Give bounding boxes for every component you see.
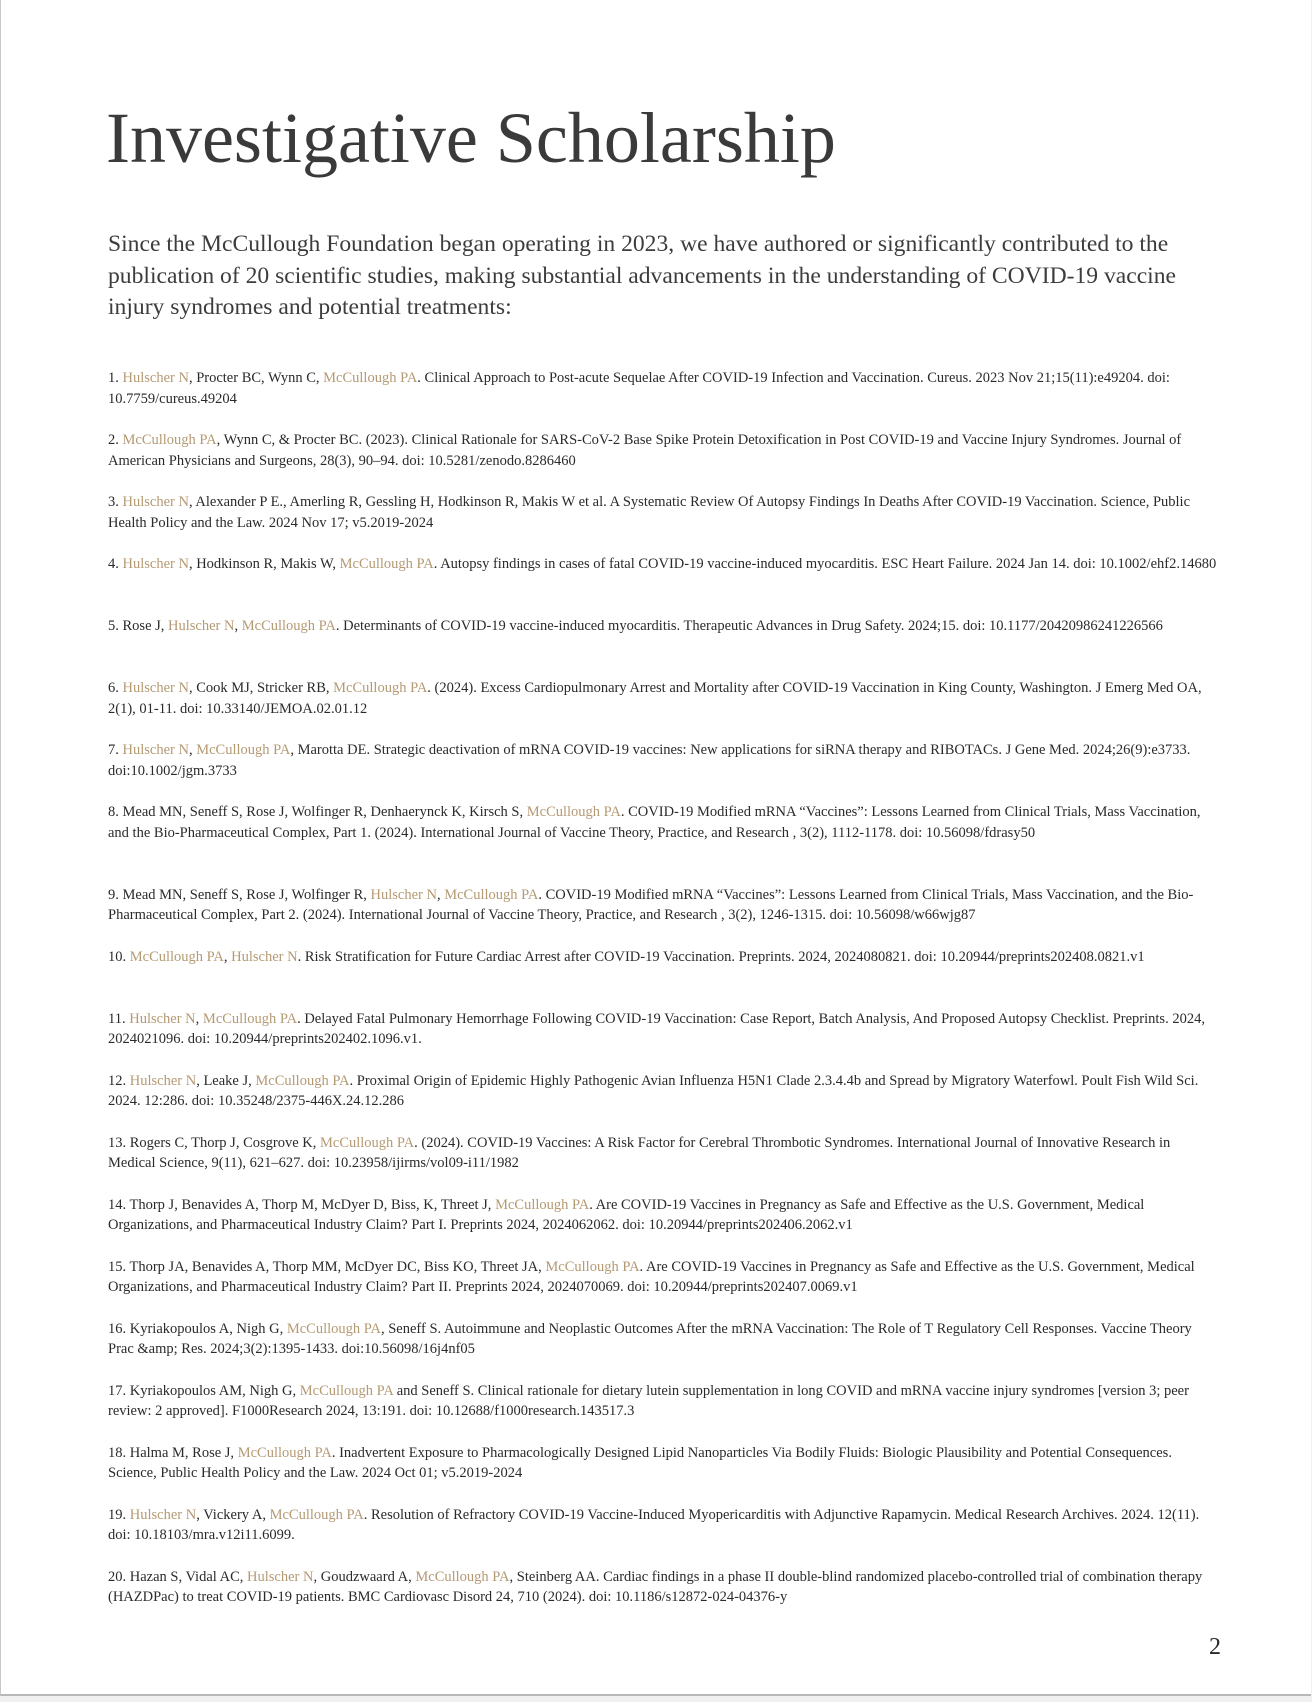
page-title: Investigative Scholarship (106, 98, 836, 178)
highlighted-author: McCullough PA (269, 1506, 364, 1523)
reference-text: . Inadvertent Exposure to Pharmacologically Designed Lipid Nanoparticles Via Bodily Fluids: Biologic Plausibility and Potential Consequences. Science, Public Health Policy and the Law. 2024 Oct 01; v5.2019-2024 (108, 1444, 1172, 1481)
reference-text: Mead MN, Seneff S, Rose J, Wolfinger R, (122, 886, 371, 903)
reference-item (108, 885, 1218, 926)
reference-text: . Clinical Approach to Post-acute Sequelae After COVID-19 Infection and Vaccination. Cureus. 2023 Nov 21;15(11):e49204. doi: 10.7759/cureus.49204 (108, 370, 1170, 407)
highlighted-author: McCullough PA (323, 370, 418, 386)
highlighted-author: McCullough PA (333, 680, 428, 696)
reference-text: Kyriakopoulos AM, Nigh G, (129, 1382, 300, 1399)
reference-number: 17. (108, 1382, 130, 1399)
reference-number: 14. (108, 1196, 130, 1213)
reference-item (108, 368, 1218, 409)
reference-text: , (223, 948, 232, 965)
reference-text: , Steinberg AA. Cardiac findings in a phase II double-blind randomized placebo-controlled trial of combination therapy (HAZDPac) to treat COVID-19 patients. BMC Cardiovasc Disord 24, 710 (2024). doi: 10.1186/s12872-024-04376-y (108, 1568, 1203, 1605)
reference-text: , Procter BC, Wynn C, (188, 370, 324, 386)
reference-number: 6. (108, 680, 123, 696)
highlighted-author: Hulscher N (231, 948, 298, 965)
highlighted-author: Hulscher N (129, 1072, 197, 1089)
reference-text: , Goudzwaard A, (313, 1568, 416, 1585)
reference-text: . Proximal Origin of Epidemic Highly Pathogenic Avian Influenza H5N1 Clade 2.3.4.4b and Spread by Migratory Waterfowl. Poult Fish Wild Sci. 2024. 12:286. doi: 10.35248/2375-446X.24.12.286 (108, 1072, 1199, 1109)
reference-item (108, 554, 1218, 595)
highlighted-author: McCullough PA (196, 742, 291, 758)
reference-text: , Seneff S. Autoimmune and Neoplastic Outcomes After the mRNA Vaccination: The Role of T Regulatory Cell Responses. Vaccine Theory Prac &amp; Res. 2024;3(2):1395-1433. doi:10.56098/16j4nf05 (108, 1320, 1192, 1357)
reference-text: , Marotta DE. Strategic deactivation of mRNA COVID-19 vaccines: New applications for siRNA therapy and RIBOTACs. J Gene Med. 2024;26(9):e3733. doi:10.1002/jgm.3733 (108, 742, 1191, 779)
reference-text: . Determinants of COVID-19 vaccine-induced myocarditis. Therapeutic Advances in Drug Safety. 2024;15. doi: 10.1177/20420986241226566 (335, 618, 1163, 634)
reference-text: . COVID-19 Modified mRNA “Vaccines”: Lessons Learned from Clinical Trials, Mass Vaccination, and the Bio-Pharmaceutical Complex, Part 2. (2024). International Journal of Vaccine Theory, Practice, and Research , 3(2), 1246-1315. doi: 10.56098/w66wjg87 (108, 886, 1194, 923)
reference-number: 7. (108, 742, 123, 758)
reference-item (108, 947, 1218, 988)
reference-item (108, 1257, 1218, 1298)
intro-paragraph: Since the McCullough Foundation began operating in 2023, we have authored or significantly contributed to the publication of 20 scientific studies, making substantial advancements in the understanding of COVID-19 vaccine injury syndromes and potential treatments: (108, 231, 1177, 320)
highlighted-author: Hulscher N (122, 370, 189, 386)
highlighted-author: McCullough PA (320, 1134, 415, 1151)
reference-text: . Risk Stratification for Future Cardiac Arrest after COVID-19 Vaccination. Preprints. 2024, 2024080821. doi: 10.20944/preprints202408.0821.v1 (297, 948, 1145, 965)
reference-number: 18. (108, 1444, 130, 1461)
reference-item (108, 1443, 1218, 1484)
highlighted-author: Hulscher N (122, 556, 189, 572)
reference-text: Rogers C, Thorp J, Cosgrove K, (129, 1134, 320, 1151)
reference-text: . Are COVID-19 Vaccines in Pregnancy as Safe and Effective as the U.S. Government, Medical Organizations, and Pharmaceutical Industry Claim? Part I. Preprints 2024, 2024062062. doi: 10.20944/preprints202406.2062.v1 (108, 1196, 1145, 1233)
reference-number: 16. (108, 1320, 130, 1337)
highlighted-author: McCullough PA (299, 1382, 394, 1399)
reference-number: 3. (108, 494, 123, 510)
reference-text: Thorp J, Benavides A, Thorp M, McDyer D, Biss, K, Threet J, (129, 1196, 496, 1213)
reference-text: , Alexander P E., Amerling R, Gessling H, Hodkinson R, Makis W et al. A Systematic Review Of Autopsy Findings In Deaths After COVID-19 Vaccination. Science, Public Health Policy and the Law. 2024 Nov 17; v5.2019-2024 (108, 494, 1191, 531)
reference-text: Rose J, (122, 618, 169, 634)
reference-number: 15. (108, 1258, 130, 1275)
reference-text: , (195, 1010, 203, 1027)
reference-text: , Wynn C, & Procter BC. (2023). Clinical Rationale for SARS-CoV-2 Base Spike Protein Detoxification in Post COVID-19 and Vaccine Injury Syndromes. Journal of American Physicians and Surgeons, 28(3), 90–94. doi: 10.5281/zenodo.8286460 (108, 432, 1182, 469)
reference-number: 4. (108, 556, 123, 572)
reference-text: . Delayed Fatal Pulmonary Hemorrhage Following COVID-19 Vaccination: Case Report, Batch Analysis, And Proposed Autopsy Checklist. Preprints. 2024, 2024021096. doi: 10.20944/preprints202402.1096.v1. (108, 1010, 1205, 1047)
highlighted-author: McCullough PA (202, 1010, 298, 1027)
reference-item (108, 492, 1218, 533)
reference-item (108, 1381, 1218, 1422)
reference-item (108, 1071, 1218, 1112)
reference-number: 1. (108, 370, 123, 386)
reference-text: , Leake J, (196, 1072, 256, 1089)
reference-text: and Seneff S. Clinical rationale for dietary lutein supplementation in long COVID and mRNA vaccine injury syndromes [version 3; peer review: 2 approved]. F1000Research 2024, 13:191. doi: 10.12688/f1000research.143517.3 (108, 1382, 1189, 1419)
reference-text: Hazan S, Vidal AC, (129, 1568, 248, 1585)
reference-item (108, 1133, 1218, 1174)
reference-text: , Hodkinson R, Makis W, (188, 556, 340, 572)
reference-number: 5. (108, 618, 123, 634)
reference-number: 8. (108, 804, 123, 820)
reference-number: 12. (108, 1072, 130, 1089)
reference-number: 20. (108, 1568, 130, 1585)
reference-text: . Resolution of Refractory COVID-19 Vaccine-Induced Myopericarditis with Adjunctive Rapamycin. Medical Research Archives. 2024. 12(11). doi: 10.18103/mra.v12i11.6099. (108, 1506, 1200, 1543)
reference-text: . COVID-19 Modified mRNA “Vaccines”: Lessons Learned from Clinical Trials, Mass Vaccination, and the Bio-Pharmaceutical Complex, Part 1. (2024). International Journal of Vaccine Theory, Practice, and Research , 3(2), 1112-1178. doi: 10.56098/fdrasy50 (108, 804, 1201, 841)
highlighted-author: McCullough PA (444, 886, 539, 903)
page-number: 2 (1209, 1634, 1221, 1660)
reference-item (108, 678, 1218, 719)
highlighted-author: McCullough PA (122, 432, 217, 448)
reference-text: , (234, 618, 242, 634)
highlighted-author: Hulscher N (122, 680, 189, 696)
highlighted-author: McCullough PA (339, 556, 434, 572)
reference-item (108, 1505, 1218, 1546)
highlighted-author: Hulscher N (370, 886, 437, 903)
reference-text: Thorp JA, Benavides A, Thorp MM, McDyer DC, Biss KO, Threet JA, (129, 1258, 546, 1275)
reference-text: , (436, 886, 445, 903)
highlighted-author: Hulscher N (168, 618, 235, 634)
reference-text: , Cook MJ, Stricker RB, (188, 680, 334, 696)
reference-item (108, 740, 1218, 781)
reference-text: , (188, 742, 197, 758)
reference-text: . Are COVID-19 Vaccines in Pregnancy as Safe and Effective as the U.S. Government, Medical Organizations, and Pharmaceutical Industry Claim? Part II. Preprints 2024, 2024070069. doi: 10.20944/preprints202407.0069.v1 (108, 1258, 1195, 1295)
reference-item (108, 1319, 1218, 1360)
highlighted-author: McCullough PA (286, 1320, 381, 1337)
highlighted-author: Hulscher N (129, 1506, 197, 1523)
reference-item (108, 802, 1218, 864)
highlighted-author: McCullough PA (526, 804, 621, 820)
highlighted-author: Hulscher N (122, 494, 189, 510)
highlighted-author: McCullough PA (129, 948, 224, 965)
reference-text: , Vickery A, (196, 1506, 270, 1523)
reference-number: 9. (108, 886, 123, 903)
highlighted-author: McCullough PA (255, 1072, 350, 1089)
reference-item (108, 1567, 1218, 1608)
highlighted-author: McCullough PA (237, 1444, 332, 1461)
reference-text: . (2024). Excess Cardiopulmonary Arrest and Mortality after COVID-19 Vaccination in King County, Washington. J Emerg Med OA, 2(1), 01-11. doi: 10.33140/JEMOA.02.01.12 (108, 680, 1202, 717)
reference-text: Halma M, Rose J, (129, 1444, 238, 1461)
reference-item (108, 1009, 1218, 1050)
highlighted-author: Hulscher N (129, 1010, 196, 1027)
reference-item (108, 1195, 1218, 1236)
reference-list (108, 368, 1218, 1629)
reference-number: 13. (108, 1134, 130, 1151)
reference-text: Kyriakopoulos A, Nigh G, (129, 1320, 287, 1337)
reference-number: 11. (108, 1010, 130, 1027)
highlighted-author: McCullough PA (241, 618, 336, 634)
highlighted-author: McCullough PA (495, 1196, 590, 1213)
reference-number: 19. (108, 1506, 130, 1523)
reference-item (108, 616, 1218, 657)
reference-item (108, 430, 1218, 471)
highlighted-author: McCullough PA (415, 1568, 510, 1585)
highlighted-author: Hulscher N (247, 1568, 314, 1585)
highlighted-author: Hulscher N (122, 742, 189, 758)
highlighted-author: McCullough PA (545, 1258, 640, 1275)
reference-text: . Autopsy findings in cases of fatal COVID-19 vaccine-induced myocarditis. ESC Heart Failure. 2024 Jan 14. doi: 10.1002/ehf2.14680 (433, 556, 1217, 572)
reference-text: . (2024). COVID-19 Vaccines: A Risk Factor for Cerebral Thrombotic Syndromes. International Journal of Innovative Research in Medical Science, 9(11), 621–627. doi: 10.23958/ijirms/vol09-i11/1982 (108, 1134, 1171, 1171)
reference-text: Mead MN, Seneff S, Rose J, Wolfinger R, Denhaerynck K, Kirsch S, (122, 804, 527, 820)
reference-number: 2. (108, 432, 123, 448)
reference-number: 10. (108, 948, 130, 965)
